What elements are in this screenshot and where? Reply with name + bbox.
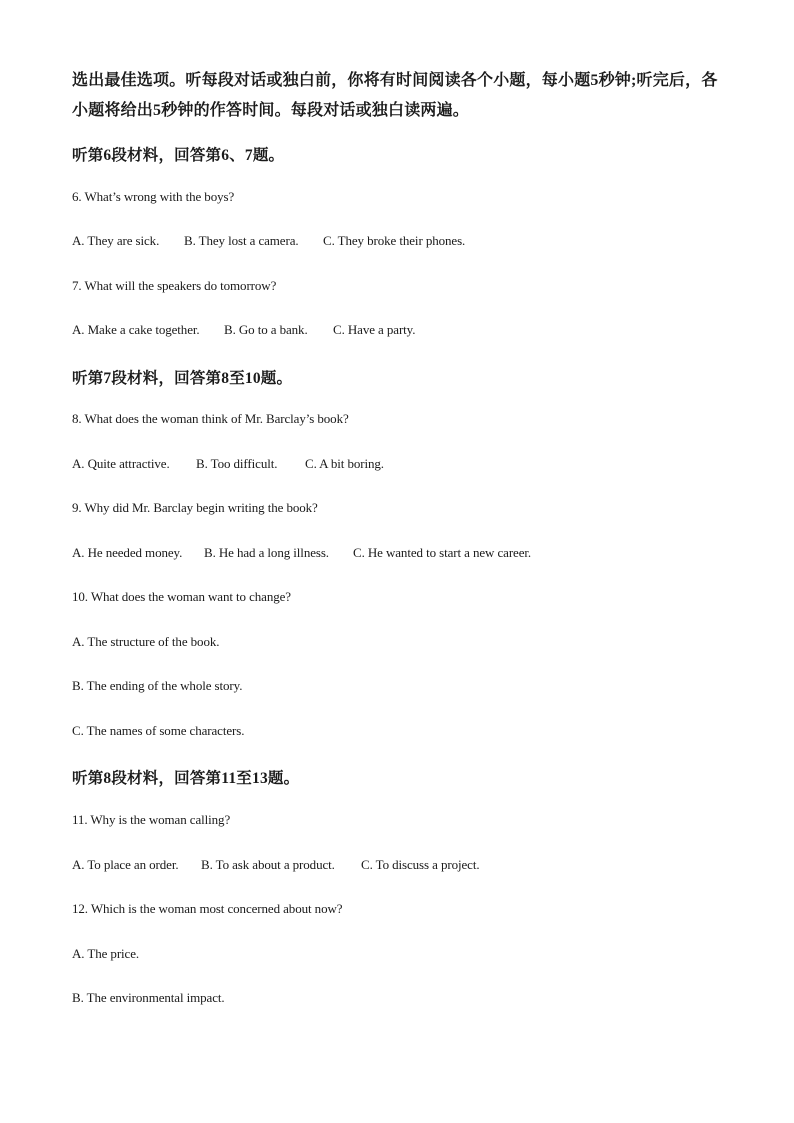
option-11a: A. To place an order.: [72, 857, 179, 872]
option-8b: B. Too difficult.: [196, 456, 278, 471]
option-6b: B. They lost a camera.: [184, 233, 299, 248]
option-10a: A. The structure of the book.: [72, 634, 220, 649]
option-6a: A. They are sick.: [72, 233, 160, 248]
instructions-paragraph: 选出最佳选项。听每段对话或独白前，你将有时间阅读各个小题，每小题5秒钟;听完后，各小题将给出5秒钟的作答时间。每段对话或独白读两遍。: [72, 72, 718, 119]
question-8: 8. What does the woman think of Mr. Barclay’s book?: [72, 411, 349, 426]
question-6: 6. What’s wrong with the boys?: [72, 189, 235, 204]
option-11b: B. To ask about a product.: [201, 857, 335, 872]
option-12a: A. The price.: [72, 946, 140, 961]
question-7: 7. What will the speakers do tomorrow?: [72, 278, 277, 293]
options-6: [72, 233, 465, 249]
option-9b: B. He had a long illness.: [204, 545, 329, 560]
section-heading-6: 听第6段材料，回答第6、7题。: [72, 147, 285, 164]
option-7a: A. Make a cake together.: [72, 322, 200, 337]
option-8a: A. Quite attractive.: [72, 456, 170, 471]
options-11: [72, 857, 480, 873]
options-9: [72, 545, 531, 561]
options-8: [72, 456, 384, 472]
option-10b: B. The ending of the whole story.: [72, 678, 243, 693]
options-7: [72, 322, 415, 338]
option-7c: C. Have a party.: [333, 322, 416, 337]
option-11c: C. To discuss a project.: [361, 857, 480, 872]
option-9a: A. He needed money.: [72, 545, 183, 560]
option-8c: C. A bit boring.: [305, 456, 384, 471]
option-6c: C. They broke their phones.: [323, 233, 466, 248]
option-7b: B. Go to a bank.: [224, 322, 308, 337]
question-11: 11. Why is the woman calling?: [72, 812, 231, 827]
option-9c: C. He wanted to start a new career.: [353, 545, 532, 560]
section-heading-8: 听第8段材料，回答第11至13题。: [72, 770, 300, 787]
section-heading-7: 听第7段材料，回答第8至10题。: [72, 370, 293, 387]
question-12: 12. Which is the woman most concerned about now?: [72, 901, 343, 916]
option-12b: B. The environmental impact.: [72, 990, 225, 1005]
question-10: 10. What does the woman want to change?: [72, 589, 291, 604]
question-9: 9. Why did Mr. Barclay begin writing the book?: [72, 500, 318, 515]
option-10c: C. The names of some characters.: [72, 723, 245, 738]
